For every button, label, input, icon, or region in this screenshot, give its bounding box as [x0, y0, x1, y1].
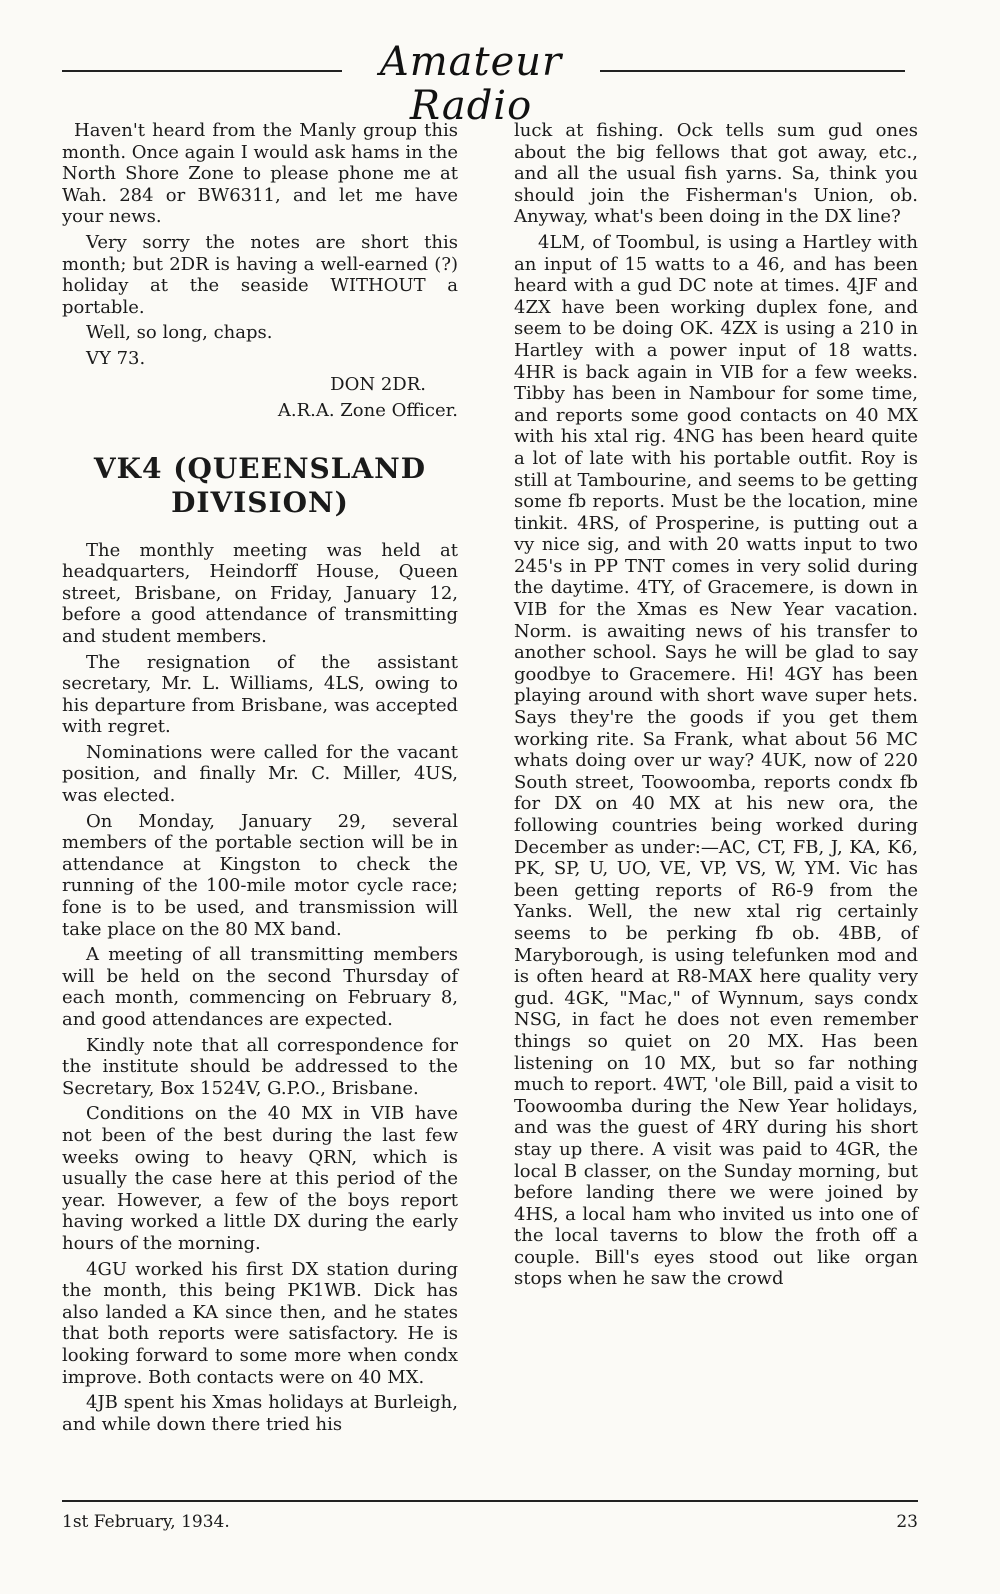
section-title-line: VK4 (QUEENSLAND [93, 451, 427, 485]
closing-line: VY 73. [86, 347, 146, 369]
paragraph: Haven't heard from the Manly group this month. Once again I would ask hams in the North Shore Zone to please phone me at Wah. 284 or BW6311, and let me have your news. [62, 120, 458, 228]
paragraph: Very sorry the notes are short this month; but 2DR is having a well-earned (?) holiday at the seaside WITHOUT a portable. [62, 231, 458, 318]
paragraph: 4LM, of Toombul, is using a Hartley with an input of 15 watts to a 46, and has been heard with a gud DC note at times. 4JF and 4ZX have been working duplex fone, and seem to be doing OK. 4ZX is using a 210 in Hartley with a power input of 18 watts. 4HR is back again in VIB for a few weeks. Tibby has been in Nambour for some time, and reports some good contacts on 40 MX with his xtal rig. 4NG has been heard quite a lot of late with his portable outfit. Roy is still at Tambourine, and seems to be getting some fb reports. Must be the location, mine tinkit. 4RS, of Prosperine, is putting out a vy nice sig, and with 20 watts input to two 245's in PP TNT comes in very solid during the daytime. 4TY, of Gracemere, is down in VIB for the Xmas es New Year vacation. Norm. is awaiting news of his transfer to another school. Says he will be glad to say goodbye to Gracemere. Hi! 4GY has been playing around with short wave super hets. Says they're the goods if you get them working rite. Sa Frank, what about 56 MC whats doing over ur way? 4UK, now of 220 South street, Toowoomba, reports condx fb for DX on 40 MX at his new ora, the following countries being worked during December as under:—AC, CT, FB, J, KA, K6, PK, SP, U, UO, VE, VP, VS, W, YM. Vic has been getting reports of R6-9 from the Yanks. Well, the new xtal rig certainly seems to be perking fb ob. 4BB, of Maryborough, is using telefunken mod and is often heard at R8-MAX here quality very gud. 4GK, "Mac," of Wynnum, says condx NSG, in fact he does not even remember things so quiet on 20 MX. Has been listening on 10 MX, but so far nothing much to report. 4WT, 'ole Bill, paid a visit to Toowoomba during the New Year holidays, and was the guest of 4RY during his short stay up there. A visit was paid to 4GR, the local B classer, on the Sunday morning, but before landing there we were joined by 4HS, a local ham who invited us into one of the local taverns to blow the froth off a couple. Bill's eyes stood out like organ stops when he saw the crowd [514, 231, 918, 1290]
masthead: Amateur Radio [379, 39, 563, 129]
paragraph: The resignation of the assistant secretary, Mr. L. Williams, 4LS, owing to his departure from Brisbane, was accepted with regret. [62, 651, 458, 738]
paragraph: Conditions on the 40 MX in VIB have not been of the best during the last few weeks owing to heavy QRN, which is usually the case here at this period of the year. However, a few of the boys report having worked a little DX during the early hours of the morning. [62, 1103, 458, 1254]
signature-name: DON 2DR. [330, 373, 426, 395]
closing-line: Well, so long, chaps. [86, 322, 273, 344]
section-title-line: DIVISION) [171, 485, 349, 519]
paragraph: 4JB spent his Xmas holidays at Burleigh, and while down there tried his [62, 1392, 458, 1435]
paragraph: 4GU worked his first DX station during the month, this being PK1WB. Dick has also landed a KA since then, and he states that both reports were satisfactory. He is looking forward to some more when condx improve. Both contacts were on 40 MX. [62, 1258, 458, 1388]
paragraph: luck at fishing. Ock tells sum gud ones about the big fellows that got away, etc., and all the usual fish yarns. Sa, think you should join the Fisherman's Union, ob. Anyway, what's been doing in the DX line? [514, 120, 918, 228]
left-column [62, 120, 458, 1439]
header-rule-right [600, 70, 905, 72]
paragraph: The monthly meeting was held at headquarters, Heindorff House, Queen street, Brisbane, on Friday, January 12, before a good attendance of transmitting and student members. [62, 539, 458, 647]
footer-rule [62, 1500, 918, 1502]
signature-title: A.R.A. Zone Officer. [277, 399, 458, 421]
paragraph: A meeting of all transmitting members will be held on the second Thursday of each month, commencing on February 8, and good attendances are expected. [62, 944, 458, 1030]
header-rule-left [62, 70, 342, 72]
footer-date: 1st February, 1934. [62, 1512, 230, 1532]
paragraph: Nominations were called for the vacant position, and finally Mr. C. Miller, 4US, was elected. [62, 741, 458, 807]
paragraph: On Monday, January 29, several members of the portable section will be in attendance at Kingston to check the running of the 100-mile motor cycle race; fone is to be used, and transmission will take place on the 80 MX band. [62, 810, 458, 940]
right-column [514, 120, 918, 1294]
section-title [62, 452, 458, 520]
paragraph: Kindly note that all correspondence for the institute should be addressed to the Secretary, Box 1524V, G.P.O., Brisbane. [62, 1034, 458, 1099]
page-number: 23 [896, 1512, 918, 1532]
